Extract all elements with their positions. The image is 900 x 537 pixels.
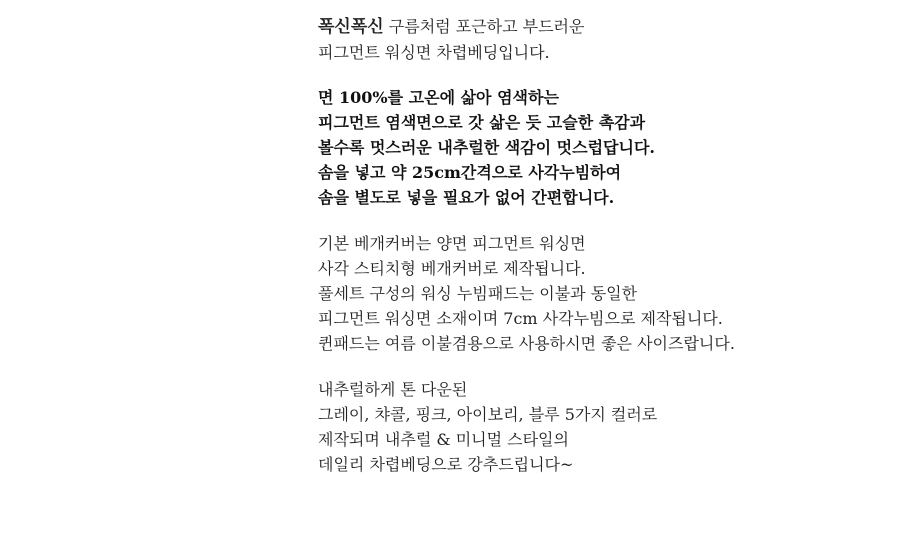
highlight-line: 솜을 별도로 넣을 필요가 없어 간편합니다. (318, 188, 615, 207)
intro-line-2: 피그먼트 워싱면 차렵베딩입니다. (318, 43, 550, 62)
colors-section (318, 377, 888, 477)
detail-line: 기본 베개커버는 양면 피그먼트 워싱면 (318, 234, 586, 253)
intro-section (318, 14, 888, 65)
color-line: 제작되며 내추럴 & 미니멀 스타일의 (318, 430, 569, 449)
color-line: 그레이, 챠콜, 핑크, 아이보리, 블루 5가지 컬러로 (318, 405, 658, 424)
highlight-line: 솜을 넣고 약 25cm간격으로 사각누빔하여 (318, 163, 622, 182)
highlight-line: 볼수록 멋스러운 내추럴한 색감이 멋스럽답니다. (318, 138, 655, 157)
product-description (318, 14, 888, 477)
color-line: 데일리 차렵베딩으로 강추드립니다~ (318, 455, 574, 474)
detail-line: 풀세트 구성의 워싱 누빔패드는 이불과 동일한 (318, 284, 638, 303)
detail-line: 사각 스티치형 베개커버로 제작됩니다. (318, 259, 586, 278)
intro-line-1-rest: 구름처럼 포근하고 부드러운 (383, 17, 585, 36)
details-section (318, 231, 888, 356)
intro-line-1 (318, 14, 888, 40)
highlight-line: 피그먼트 염색면으로 갓 삶은 듯 고슬한 촉감과 (318, 113, 646, 132)
highlights-section (318, 85, 888, 210)
highlight-line: 면 100%를 고온에 삶아 염색하는 (318, 88, 559, 107)
color-line: 내추럴하게 톤 다운된 (318, 380, 468, 399)
detail-line: 피그먼트 워싱면 소재이며 7cm 사각누빔으로 제작됩니다. (318, 309, 723, 328)
detail-line: 퀸패드는 여름 이불겸용으로 사용하시면 좋은 사이즈랍니다. (318, 334, 735, 353)
intro-lead: 폭신폭신 (318, 17, 384, 37)
